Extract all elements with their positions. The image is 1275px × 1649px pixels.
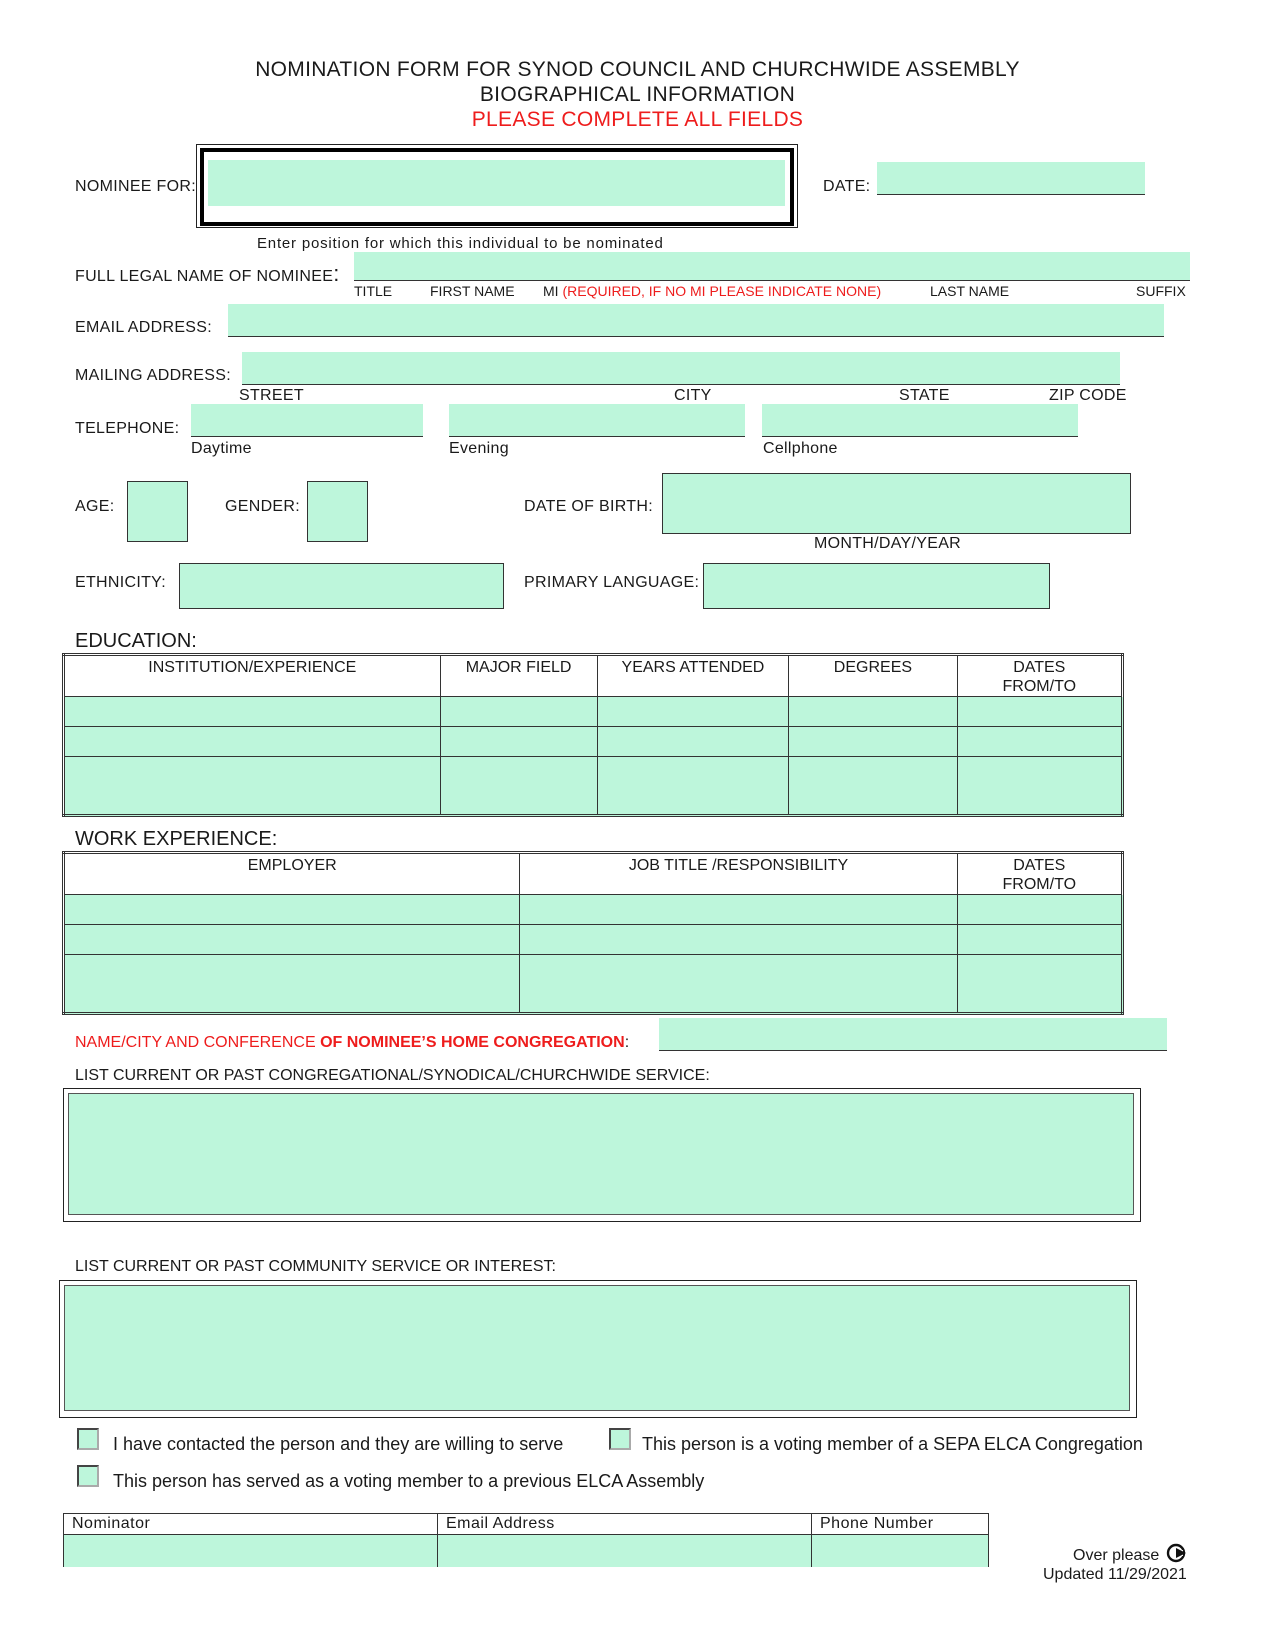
education-heading: EDUCATION: xyxy=(75,630,197,652)
nominator-email-field[interactable] xyxy=(438,1535,812,1568)
education-cell[interactable] xyxy=(440,756,597,816)
work-cell[interactable] xyxy=(64,954,520,1014)
education-cell[interactable] xyxy=(440,726,597,756)
mailing-input[interactable] xyxy=(242,352,1120,384)
served-checkbox[interactable] xyxy=(77,1465,99,1487)
contacted-label: I have contacted the person and they are willing to serve xyxy=(113,1434,564,1454)
table-row xyxy=(64,726,1123,756)
work-table xyxy=(62,851,1124,1015)
community-frame xyxy=(59,1280,1137,1418)
contacted-checkbox[interactable] xyxy=(77,1428,99,1450)
dob-hint: MONTH/DAY/YEAR xyxy=(814,535,962,552)
nominee-for-field[interactable] xyxy=(208,160,785,206)
education-cell[interactable] xyxy=(597,756,789,816)
name-part-last: LAST NAME xyxy=(930,283,1010,299)
nominator-name-field[interactable] xyxy=(64,1535,438,1568)
name-part-first: FIRST NAME xyxy=(430,283,515,299)
work-col-employer: EMPLOYER xyxy=(64,853,520,895)
education-cell[interactable] xyxy=(957,697,1122,727)
date-input[interactable] xyxy=(877,162,1145,194)
gender-label: GENDER: xyxy=(225,498,300,515)
nominator-header-row xyxy=(64,1514,989,1535)
email-input[interactable] xyxy=(228,304,1164,336)
form-title: NOMINATION FORM FOR SYNOD COUNCIL AND CHURCHWIDE ASSEMBLY xyxy=(255,58,1020,81)
education-col-degrees: DEGREES xyxy=(789,655,957,697)
voting-member-checkbox[interactable] xyxy=(609,1428,631,1450)
education-col-years: YEARS ATTENDED xyxy=(597,655,789,697)
arrow-right-icon xyxy=(1166,1543,1188,1568)
over-please: Over please xyxy=(1073,1543,1188,1568)
education-cell[interactable] xyxy=(440,697,597,727)
work-col-dates: DATES FROM/TO xyxy=(957,853,1122,895)
education-cell[interactable] xyxy=(957,726,1122,756)
phone-daytime-label: Daytime xyxy=(191,440,252,457)
mailing-label: MAILING ADDRESS: xyxy=(75,367,231,384)
nominee-for-input[interactable] xyxy=(208,160,785,206)
nominator-phone-field[interactable] xyxy=(812,1535,989,1568)
education-cell[interactable] xyxy=(957,756,1122,816)
education-cell[interactable] xyxy=(789,726,957,756)
community-field[interactable] xyxy=(64,1285,1130,1411)
community-label: LIST CURRENT OR PAST COMMUNITY SERVICE OR INTEREST: xyxy=(75,1258,556,1275)
table-row xyxy=(64,954,1123,1014)
email-field[interactable] xyxy=(228,304,1164,337)
telephone-label: TELEPHONE: xyxy=(75,420,180,437)
education-col-major: MAJOR FIELD xyxy=(440,655,597,697)
work-cell[interactable] xyxy=(64,895,520,925)
language-field[interactable] xyxy=(703,563,1050,609)
work-cell[interactable] xyxy=(957,895,1122,925)
mailing-zip: ZIP CODE xyxy=(1049,387,1127,404)
form-instruction: PLEASE COMPLETE ALL FIELDS xyxy=(471,108,804,131)
education-cell[interactable] xyxy=(64,726,441,756)
table-row xyxy=(64,1535,989,1568)
education-cell[interactable] xyxy=(597,726,789,756)
congregation-field[interactable] xyxy=(659,1018,1167,1051)
phone-cell-label: Cellphone xyxy=(763,440,838,457)
education-cell[interactable] xyxy=(64,756,441,816)
table-row xyxy=(64,895,1123,925)
date-field[interactable] xyxy=(877,162,1145,195)
full-name-field[interactable] xyxy=(354,252,1190,281)
nominee-for-label: NOMINEE FOR: xyxy=(75,178,196,195)
congregation-label: NAME/CITY AND CONFERENCE OF NOMINEE’S HOME CONGREGATION: xyxy=(75,1034,630,1051)
mailing-street: STREET xyxy=(239,387,304,404)
email-label: EMAIL ADDRESS: xyxy=(75,319,212,336)
work-col-title: JOB TITLE /RESPONSIBILITY xyxy=(520,853,957,895)
work-cell[interactable] xyxy=(957,954,1122,1014)
education-col-institution: INSTITUTION/EXPERIENCE xyxy=(64,655,441,697)
nominee-for-frame xyxy=(196,144,798,228)
name-part-mi: MI (REQUIRED, IF NO MI PLEASE INDICATE NONE) xyxy=(543,283,882,299)
served-label: This person has served as a voting member to a previous ELCA Assembly xyxy=(113,1471,705,1491)
nominator-table xyxy=(63,1513,989,1567)
full-name-input[interactable] xyxy=(354,252,1190,280)
nominator-col-phone: Phone Number xyxy=(812,1514,989,1535)
phone-daytime-field[interactable] xyxy=(191,404,423,437)
form-subtitle: BIOGRAPHICAL INFORMATION xyxy=(479,83,796,106)
nominator-col-email: Email Address xyxy=(438,1514,812,1535)
education-cell[interactable] xyxy=(64,697,441,727)
education-header-row xyxy=(64,655,1123,697)
ethnicity-label: ETHNICITY: xyxy=(75,574,167,591)
name-part-title: TITLE xyxy=(354,283,393,299)
table-row xyxy=(64,697,1123,727)
name-part-suffix: SUFFIX xyxy=(1136,283,1186,299)
service-frame xyxy=(63,1088,1141,1222)
language-label: PRIMARY LANGUAGE: xyxy=(524,574,700,591)
age-label: AGE: xyxy=(75,498,115,515)
education-cell[interactable] xyxy=(789,756,957,816)
dob-field[interactable] xyxy=(662,473,1131,534)
work-cell[interactable] xyxy=(520,924,957,954)
gender-field[interactable] xyxy=(307,481,368,542)
mailing-state: STATE xyxy=(899,387,950,404)
date-label: DATE: xyxy=(823,178,871,195)
education-cell[interactable] xyxy=(597,697,789,727)
dob-label: DATE OF BIRTH: xyxy=(524,498,653,515)
ethnicity-field[interactable] xyxy=(179,563,504,609)
work-cell[interactable] xyxy=(520,954,957,1014)
work-header-row xyxy=(64,853,1123,895)
nominee-for-hint: Enter position for which this individual to be nominated xyxy=(257,235,664,252)
work-heading: WORK EXPERIENCE: xyxy=(75,828,278,850)
education-table xyxy=(62,653,1124,817)
age-field[interactable] xyxy=(127,481,188,542)
table-row xyxy=(64,756,1123,816)
voting-member-label: This person is a voting member of a SEPA ELCA Congregation xyxy=(642,1434,1143,1454)
work-cell[interactable] xyxy=(957,924,1122,954)
full-name-label: FULL LEGAL NAME OF NOMINEE: xyxy=(75,261,340,286)
work-cell[interactable] xyxy=(520,895,957,925)
education-cell[interactable] xyxy=(789,697,957,727)
service-field[interactable] xyxy=(68,1093,1134,1215)
mailing-city: CITY xyxy=(674,387,712,404)
mailing-field[interactable] xyxy=(242,352,1120,385)
work-cell[interactable] xyxy=(64,924,520,954)
nominator-col-name: Nominator xyxy=(64,1514,438,1535)
education-col-dates: DATES FROM/TO xyxy=(957,655,1122,697)
phone-cell-field[interactable] xyxy=(762,404,1078,437)
phone-evening-field[interactable] xyxy=(449,404,745,437)
phone-evening-label: Evening xyxy=(449,440,509,457)
service-label: LIST CURRENT OR PAST CONGREGATIONAL/SYNODICAL/CHURCHWIDE SERVICE: xyxy=(75,1067,710,1084)
table-row xyxy=(64,924,1123,954)
updated-date: Updated 11/29/2021 xyxy=(1043,1566,1187,1583)
